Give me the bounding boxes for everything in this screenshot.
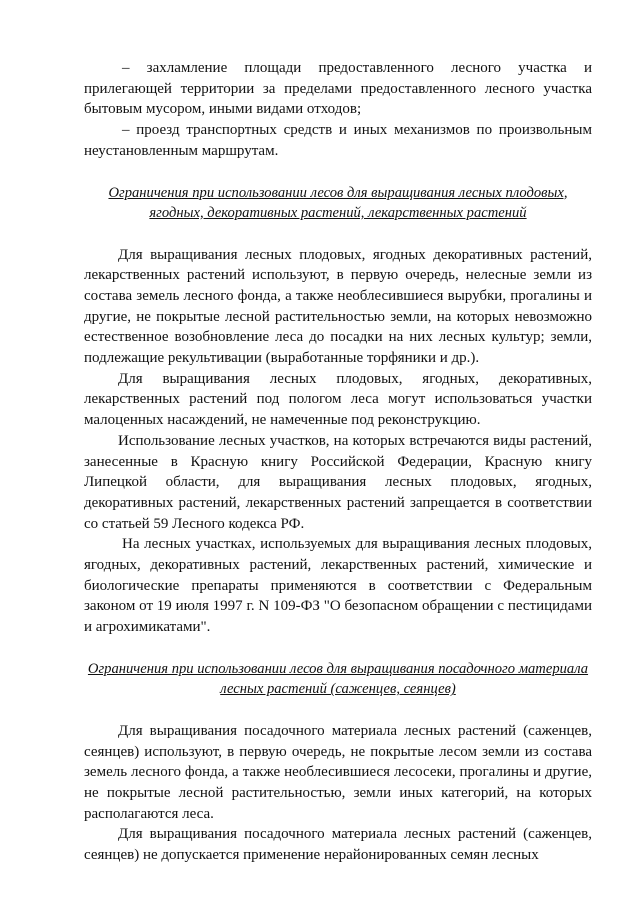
list-item: – проезд транспортных средств и иных механизмов по произвольным неустановленным маршрутам. — [84, 122, 592, 159]
paragraph: Для выращивания лесных плодовых, ягодных, декоративных, лекарственных растений под пологом леса могут использоваться участки малоценных насаждений, не намеченные под реконструкцию. — [84, 370, 592, 429]
spacer — [84, 162, 592, 183]
section-heading: Ограничения при использовании лесов для выращивания посадочного материала лесных растений (саженцев, сеянцев) — [87, 660, 589, 698]
list-item: – захламление площади предоставленного лесного участка и прилегающей территории за пределами предоставленного лесного участка бытовым мусором, иными видами отходов; — [84, 60, 592, 118]
spacer — [84, 700, 592, 721]
document-page — [84, 58, 592, 866]
paragraph: На лесных участках, используемых для выращивания лесных плодовых, ягодных, декоративных растений, лекарственных растений, химические и биологические препараты применяются в соответствии с Федеральным законом от 19 июля 1997 г. N 109-ФЗ "О безопасном обращении с пестицидами и агрохимикатами". — [84, 536, 592, 636]
section-heading: Ограничения при использовании лесов для выращивания лесных плодовых, ягодных, декоративных растений, лекарственных растений — [108, 184, 568, 222]
spacer — [84, 224, 592, 245]
spacer — [84, 638, 592, 659]
paragraph: Для выращивания лесных плодовых, ягодных декоративных растений, лекарственных растений используют, в первую очередь, нелесные земли из состава земель лесного фонда, а также необлесившиеся вырубки, прогалины и другие, не покрытые лесной растительностью земли, на которых невозможно естественное возобновление леса до посадки на них лесных культур; земли, подлежащие рекультивации (выработанные торфяники и др.). — [84, 246, 592, 367]
paragraph: Использование лесных участков, на которых встречаются виды растений, занесенные в Красную книгу Российской Федерации, Красную книгу Липецкой области, для выращивания лесных плодовых, ягодных, декоративных растений, лекарственных растений запрещается в соответствии со статьей 59 Лесного кодекса РФ. — [84, 432, 592, 532]
paragraph: Для выращивания посадочного материала лесных растений (саженцев, сеянцев) не допускается применение нерайонированных семян лесных — [84, 826, 592, 864]
paragraph: Для выращивания посадочного материала лесных растений (саженцев, сеянцев) используют, в первую очередь, не покрытые лесом земли из состава земель лесного фонда, а также необлесившиеся лесосеки, прогалины и другие, не покрытые лесной растительностью, земли иных категорий, на которых располагаются леса. — [84, 722, 592, 822]
